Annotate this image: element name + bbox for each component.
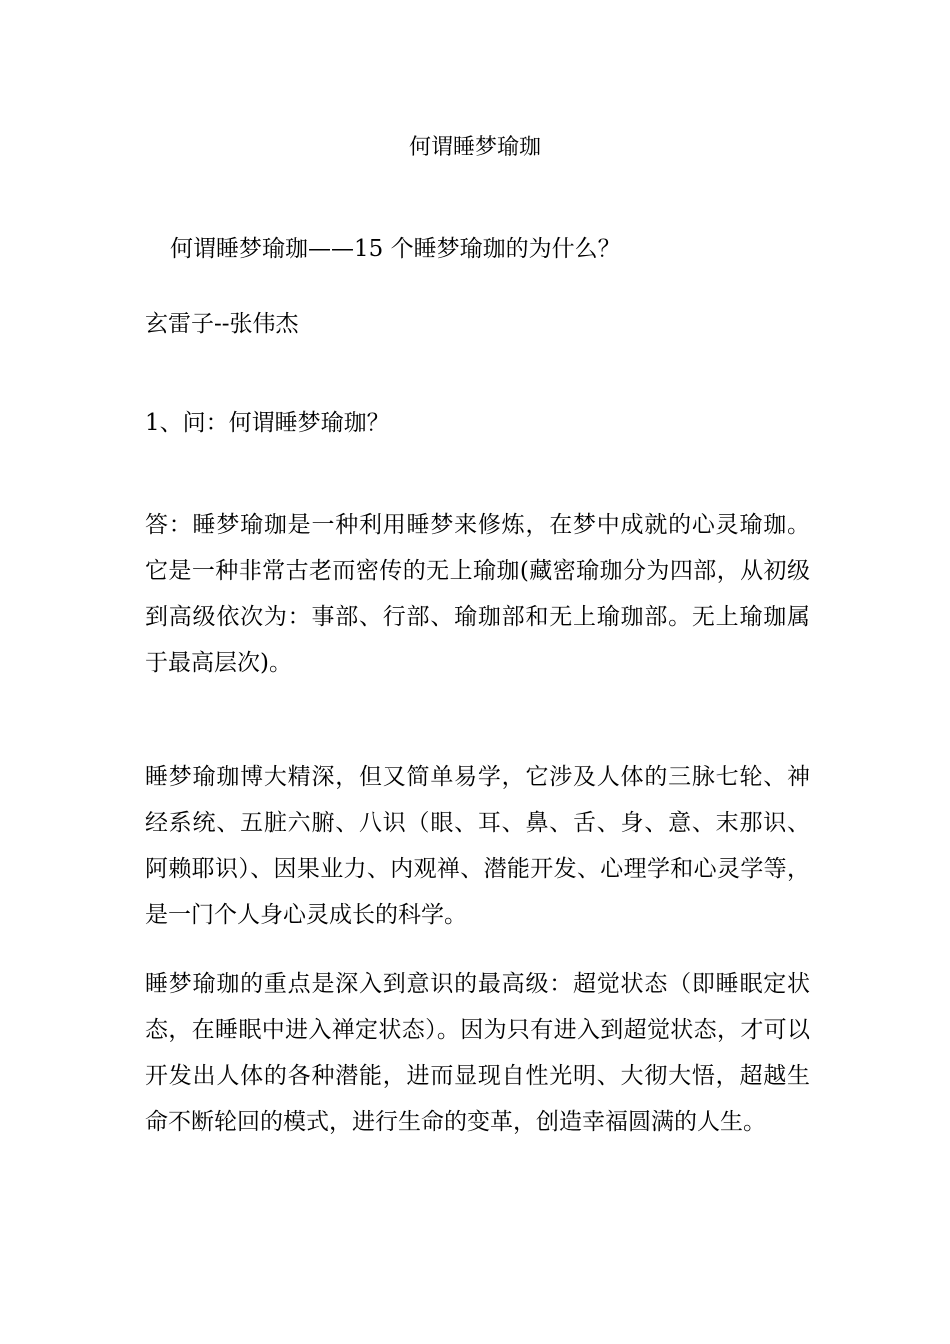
page-title: 何谓睡梦瑜珈 [408,135,541,160]
answer-paragraph: 答：睡梦瑜珈是一种利用睡梦来修炼，在梦中成就的心灵瑜珈。它是一种非常古老而密传的无上瑜珈(藏密瑜珈分为四部，从初级到高级依次为：事部、行部、瑜珈部和无上瑜珈部。无上瑜珈属于最高层次)。 [145,512,810,676]
subtitle: 何谓睡梦瑜珈——15 个睡梦瑜珈的为什么？ [170,236,621,262]
question-heading: 1、问：何谓睡梦瑜珈？ [145,410,390,436]
body-paragraph-scope: 睡梦瑜珈博大精深，但又简单易学，它涉及人体的三脉七轮、神经系统、五脏六腑、八识（眼、耳、鼻、舌、身、意、末那识、阿赖耶识）、因果业力、内观禅、潜能开发、心理学和心灵学等，是一门个人身心灵成长的科学。 [145,764,810,928]
author-line: 玄雷子--张伟杰 [145,311,299,337]
body-paragraph-focus: 睡梦瑜珈的重点是深入到意识的最高级：超觉状态（即睡眠定状态，在睡眠中进入禅定状态）。因为只有进入到超觉状态，才可以开发出人体的各种潜能，进而显现自性光明、大彻大悟，超越生命不断轮回的模式，进行生命的变革，创造幸福圆满的人生。 [145,971,810,1135]
